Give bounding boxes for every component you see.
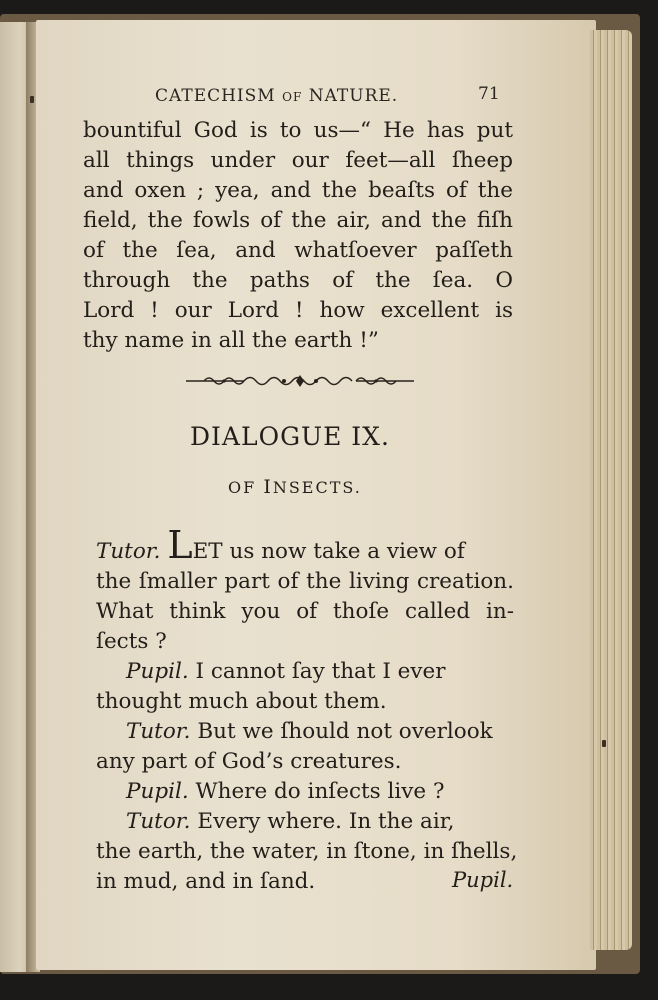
binding-mark [602, 740, 606, 747]
text-line: the ſmaller part of the living creation. [96, 569, 514, 594]
text-line: ſects ? [96, 629, 167, 654]
dialogue-heading: DIALOGUE IX. [190, 422, 390, 451]
running-head-title: CATECHISM [155, 86, 276, 106]
text-line: bountiful God is to us—“ He has put [83, 118, 513, 143]
top-paragraph [83, 116, 513, 356]
speaker-pupil: Pupil. [126, 659, 189, 684]
speaker-tutor: Tutor. [126, 809, 191, 834]
pupil-line [96, 777, 514, 807]
text-run: Where do inſects live ? [195, 779, 445, 804]
text-run: But we ſhould not overlook [197, 719, 493, 744]
page-edges [590, 30, 632, 950]
speaker-tutor: Tutor. [96, 539, 161, 564]
text-line: Lord ! our Lord ! how excellent is [83, 298, 513, 323]
text-line: What think you of thoſe called in- [96, 599, 514, 624]
running-head-end: NATURE. [308, 86, 399, 106]
text-line: in mud, and in ſand. [96, 869, 316, 894]
text-line: and oxen ; yea, and the beaſts of the [83, 178, 513, 203]
running-head-of: OF [282, 90, 303, 104]
subtitle-rest: NSECTS. [272, 478, 362, 497]
catchword: Pupil. [452, 868, 514, 892]
printers-ornament [184, 374, 416, 388]
text-line: of the ſea, and whatſoever paſſeth [83, 238, 513, 263]
text-run: I cannot ſay that I ever [195, 659, 446, 684]
text-line: any part of God’s creatures. [96, 749, 402, 774]
tutor-line [96, 717, 514, 747]
running-head [155, 86, 505, 106]
tutor-line [96, 807, 514, 837]
text-run: Every where. In the air, [197, 809, 455, 834]
dialogue-body [96, 523, 518, 897]
drop-cap: L [167, 523, 193, 567]
text-line: thy name in all the earth !” [83, 328, 379, 353]
subtitle-cap: I [263, 476, 273, 498]
text-line: the earth, the water, in ſtone, in ſhells, [96, 839, 518, 864]
text-line: thought much about them. [96, 689, 387, 714]
text-line: all things under our feet—all ſheep [83, 148, 513, 173]
pupil-line [96, 657, 514, 687]
page-number: 71 [478, 84, 500, 104]
binding-mark [30, 96, 34, 103]
speaker-tutor: Tutor. [126, 719, 191, 744]
text-line: field, the fowls of the air, and the fiſh [83, 208, 513, 233]
dialogue-subtitle [228, 476, 362, 498]
subtitle-of: OF [228, 478, 257, 497]
text-run: ET us now take a view of [192, 539, 465, 564]
text-line: through the paths of the ſea. O [83, 268, 513, 293]
tutor-line [96, 523, 514, 567]
speaker-pupil: Pupil. [126, 779, 189, 804]
